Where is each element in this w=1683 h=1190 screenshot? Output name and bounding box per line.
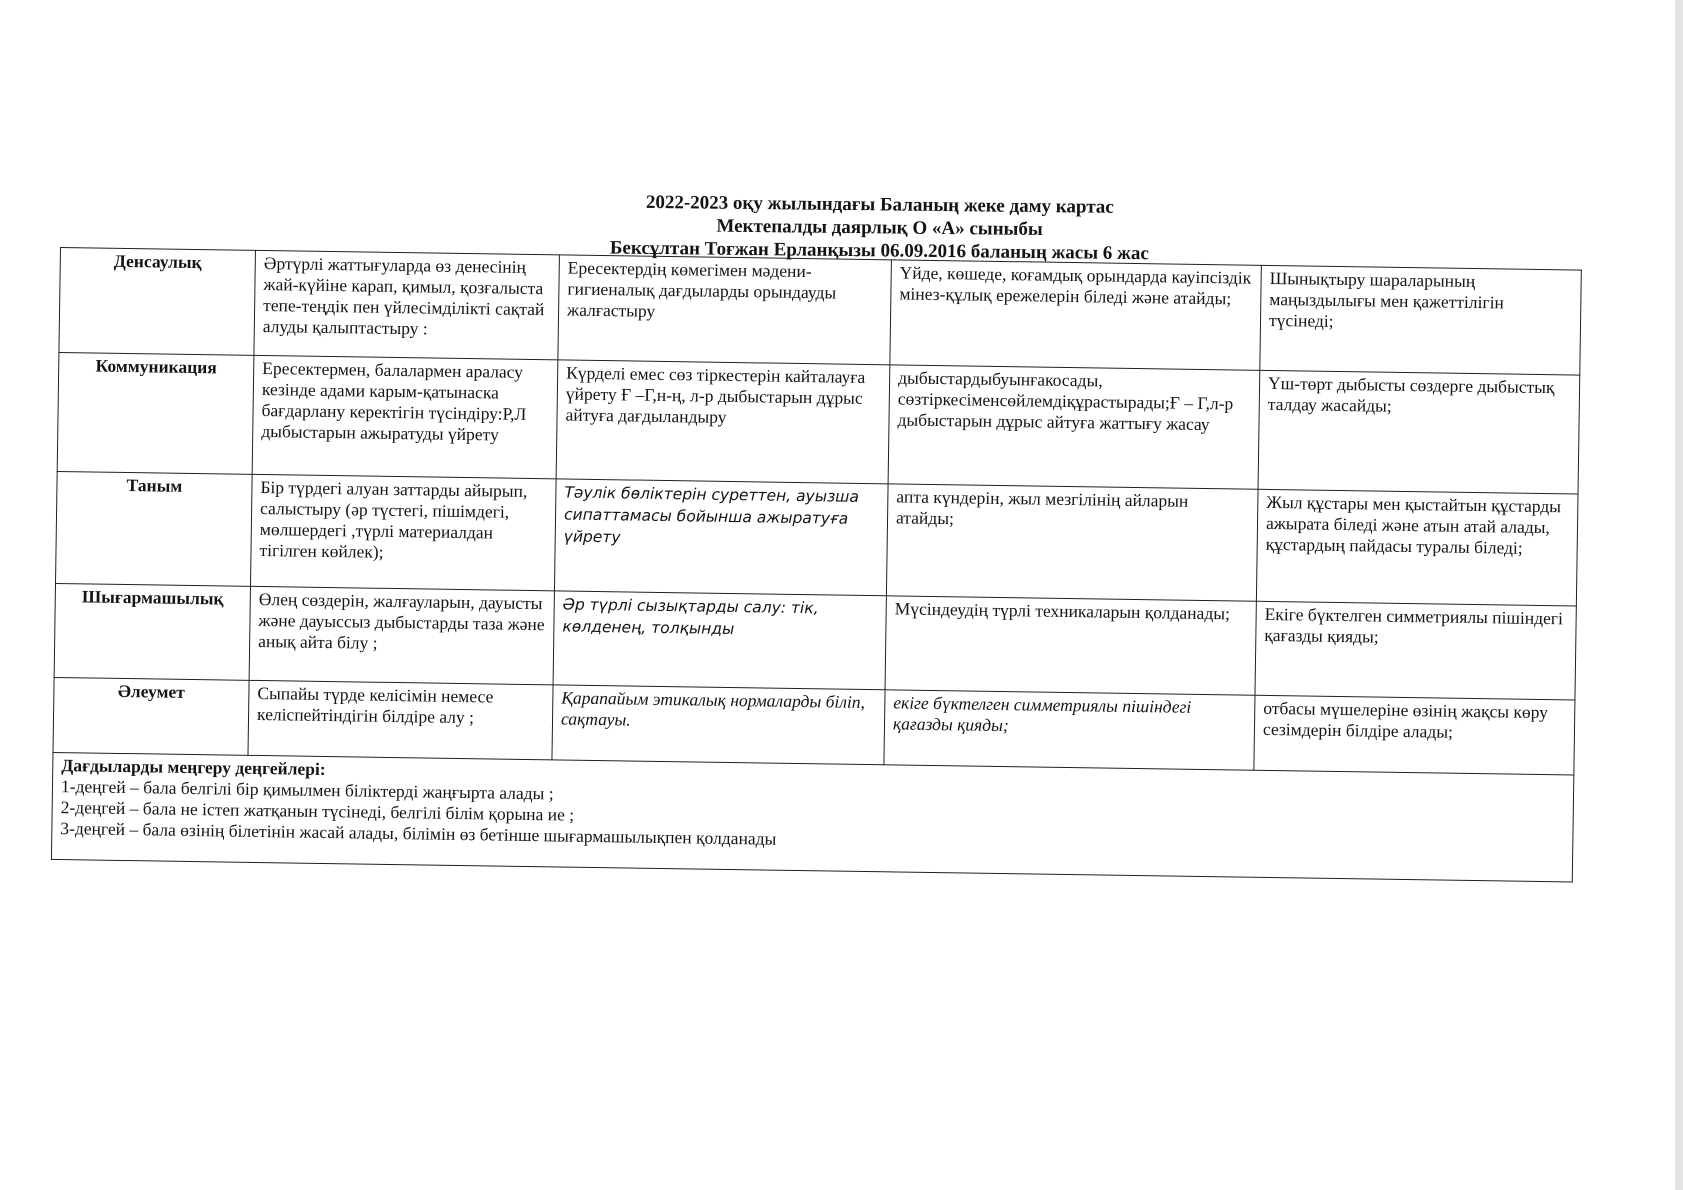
table-cell: Әртүрлі жаттығуларда өз денесінің жай-күйіне карап, қимыл, қозғалыста тепе-теңдік пен үйлесімділікті сақтай алуды қалыптастыру : [254, 250, 560, 359]
category-cell: Шығармашылық [54, 583, 250, 680]
table-cell: Ересектермен, балалармен араласу кезінде адами карым-қатынаска бағдарлану керектігін түсіндіру:Р,Л дыбыстарын ажыратуды үйрету [252, 355, 558, 478]
table-cell: екіге бүктелген симметриялы пішіндегі қағазды қияды; [884, 690, 1255, 770]
category-cell: Коммуникация [57, 352, 254, 474]
table-cell: Мүсіндеудің түрлі техникаларын қолданады; [885, 596, 1256, 695]
table-cell: Шынықтыру шараларының маңыздылығы мен қажеттілігін түсінеді; [1260, 265, 1582, 375]
table-cell: Өлең сөздерін, жалғауларын, дауысты және дауыссыз дыбыстарды таза және анық айта білу ; [249, 586, 554, 684]
table-row [56, 471, 1578, 606]
category-cell: Таным [56, 471, 253, 586]
document-header [559, 190, 1200, 266]
legend-title: Дағдыларды меңгеру деңгейлері: [61, 755, 326, 779]
table-cell: Күрделі емес сөз тіркестерін кайталауға үйрету Ғ –Г,н-ң, л-р дыбыстарын дұрыс айтуға дағдыландыру [556, 360, 890, 484]
legend-cell [51, 752, 1573, 882]
legend-level-2: 2-деңгей – бала не істеп жатқанын түсінеді, белгілі білім қорына ие ; [60, 797, 575, 825]
table-cell: апта күндерін, жыл мезгілінің айларын атайды; [886, 484, 1258, 601]
table-cell: Жыл құстары мен қыстайтын құстарды ажырата біледі және атын атай алады, құстардың пайдасы туралы біледі; [1256, 489, 1578, 606]
table-cell: Үш-төрт дыбысты сөздерге дыбыстық талдау жасайды; [1258, 370, 1580, 494]
development-card-table [51, 247, 1582, 883]
table-cell: отбасы мүшелеріне өзінің жақсы көру сезімдерін білдіре алады; [1254, 695, 1575, 775]
legend-row [51, 752, 1573, 882]
table-cell: Қарапайым этикалық нормаларды біліп, сақтауы. [552, 685, 885, 765]
table-cell: Тәулік бөліктерін суреттен, ауызша сипаттамасы бойынша ажыратуға үйрету [554, 479, 888, 596]
category-cell: Әлеумет [53, 677, 249, 755]
legend-level-1: 1-деңгей – бала белгілі бір қимылмен біліктерді жаңғырта алады ; [60, 776, 554, 804]
category-cell: Денсаулық [59, 248, 256, 356]
document-title: 2022-2023 оқу жылындағы Баланың жеке даму картас [645, 191, 1114, 218]
table-cell: Сыпайы түрде келісімін немесе келіспейтіндігін білдіре алу ; [248, 680, 553, 760]
table-cell: дыбыстардыбуынғакосады, сөзтіркесіменсөйлемдіқұрастырады;Ғ – Г,л-р дыбыстарын дұрыс айтуға жаттығу жасау [888, 365, 1260, 489]
group-name: Мектепалды даярлық О «А» сыныбы [716, 215, 1043, 241]
table-row [57, 352, 1580, 494]
table-cell: Екіге бүктелген симметриялы пішіндегі қағазды қияды; [1255, 601, 1576, 700]
table-cell: Әр түрлі сызықтарды салу: тік, көлденең, толқынды [553, 591, 886, 690]
table-cell: Бір түрдегі алуан заттарды айырып, салыстыру (әр түстегі, пішімдегі, мөлшердегі ,түрлі материалдан тігілген көйлек); [250, 474, 556, 590]
legend-level-3: 3-деңгей – бала өзінің білетінін жасай алады, білімін өз бетінше шығармашылықпен қолданады [60, 818, 777, 849]
scan-edge [1675, 0, 1683, 1190]
child-info: Бексұлтан Тоғжан Ерланқызы 06.09.2016 баланың жасы 6 жас [609, 237, 1149, 265]
table-cell: Ересектердің көмегімен мәдени-гигиеналық дағдыларды орындауды жалғастыру [558, 255, 892, 365]
table-cell: Үйде, көшеде, коғамдық орындарда кауіпсіздік мінез-құлық ережелерін біледі және атайды; [890, 260, 1262, 370]
